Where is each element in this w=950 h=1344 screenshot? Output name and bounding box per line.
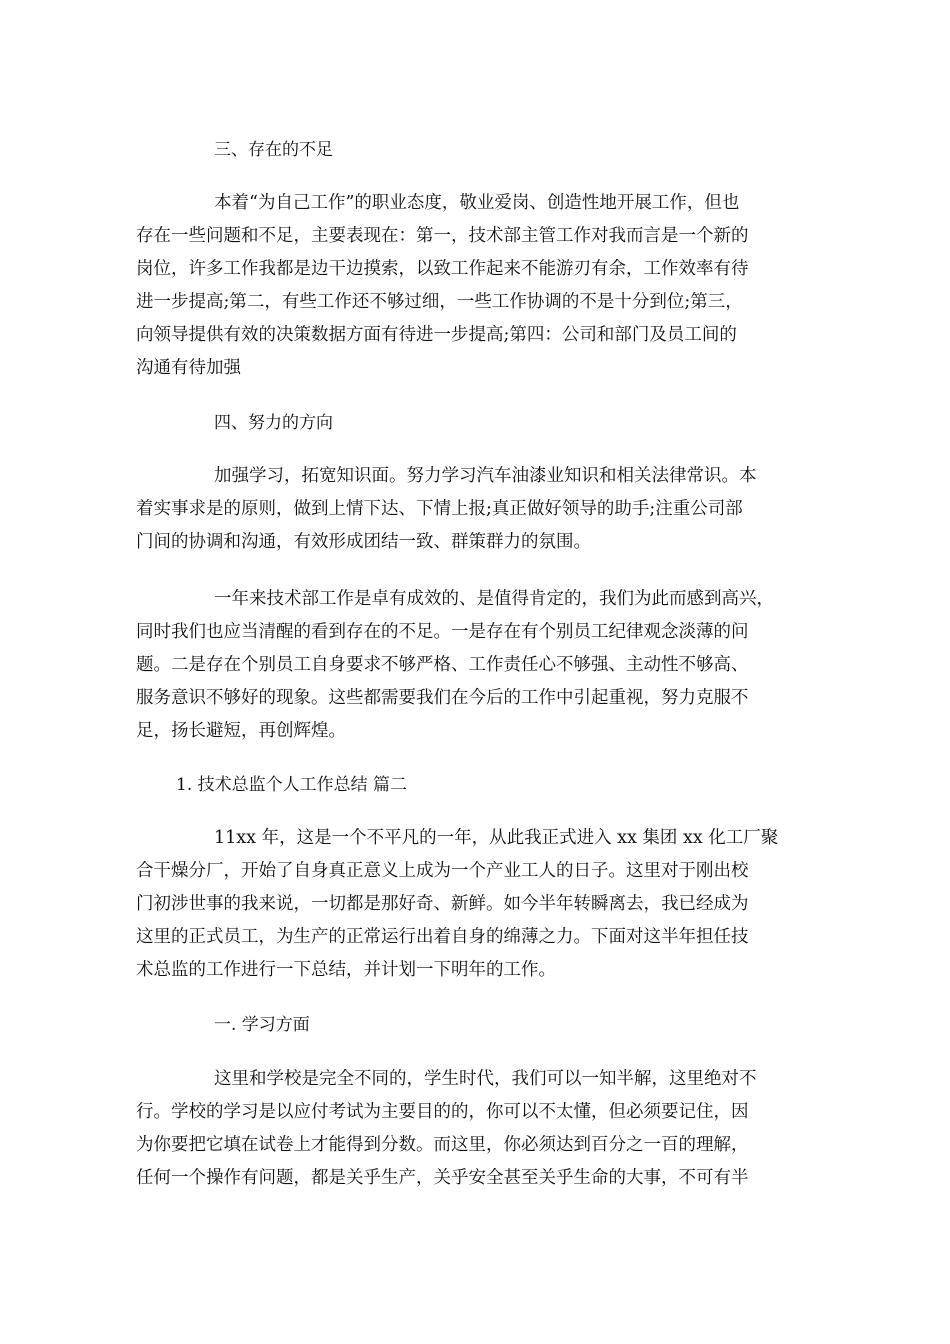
text-line: 进一步提高;第二，有些工作还不够过细，一些工作协调的不是十分到位;第三， — [136, 292, 743, 312]
text-line: 一年来技术部工作是卓有成效的、是值得肯定的，我们为此而感到高兴， — [214, 589, 774, 609]
text-line: 沟通有待加强 — [136, 358, 241, 378]
text-line: 存在一些问题和不足，主要表现在：第一，技术部主管工作对我而言是一个新的 — [136, 226, 749, 246]
text-line: 这里的正式员工，为生产的正常运行出着自身的绵薄之力。下面对这半年担任技 — [136, 927, 749, 947]
paragraph-learning — [136, 1063, 830, 1195]
heading-direction: 四、努力的方向 — [214, 413, 333, 433]
text-line: 门初涉世事的我来说，一切都是那好奇、新鲜。如今半年转瞬离去，我已经成为 — [136, 894, 749, 914]
paragraph-summary — [136, 583, 830, 748]
text-line: 行。学校的学习是以应付考试为主要目的的，你可以不太懂，但必须要记住，因 — [136, 1102, 749, 1122]
text-line: 同时我们也应当清醒的看到存在的不足。一是存在有个别员工纪律观念淡薄的问 — [136, 622, 749, 642]
text-line: 合干燥分厂，开始了自身真正意义上成为一个产业工人的日子。这里对于刚出校 — [136, 861, 749, 881]
text-line: 题。二是存在个别员工自身要求不够严格、工作责任心不够强、主动性不够高、 — [136, 655, 749, 675]
paragraph-direction — [136, 460, 830, 559]
text-line: 任何一个操作有问题，都是关乎生产，关乎安全甚至关乎生命的大事，不可有半 — [136, 1168, 749, 1188]
text-line: 向领导提供有效的决策数据方面有待进一步提高;第四：公司和部门及员工间的 — [136, 325, 737, 345]
text-line: 足，扬长避短，再创辉煌。 — [136, 721, 346, 741]
text-line: 术总监的工作进行一下总结，并计划一下明年的工作。 — [136, 960, 556, 980]
text-line: 为你要把它填在试卷上才能得到分数。而这里，你必须达到百分之一百的理解， — [136, 1135, 749, 1155]
paragraph-intro — [136, 822, 830, 987]
text-line: 加强学习，拓宽知识面。努力学习汽车油漆业知识和相关法律常识。本 — [214, 466, 757, 486]
heading-learning: 一. 学习方面 — [214, 1015, 310, 1035]
heading-shortcomings: 三、存在的不足 — [214, 140, 333, 160]
text-line: 这里和学校是完全不同的，学生时代，我们可以一知半解，这里绝对不 — [214, 1069, 757, 1089]
text-line: 11xx 年，这是一个不平凡的一年，从此我正式进入 xx 集团 xx 化工厂聚 — [214, 828, 779, 848]
text-line: 门间的协调和沟通，有效形成团结一致、群策群力的氛围。 — [136, 532, 591, 552]
text-line: 岗位，许多工作我都是边干边摸索，以致工作起来不能游刃有余，工作效率有待 — [136, 259, 749, 279]
text-line: 着实事求是的原则，做到上情下达、下情上报;真正做好领导的助手;注重公司部 — [136, 499, 743, 519]
text-line: 本着“为自己工作”的职业态度，敬业爱岗、创造性地开展工作，但也 — [214, 193, 740, 213]
paragraph-shortcomings — [136, 187, 830, 385]
section-title-part-two: 1. 技术总监个人工作总结 篇二 — [176, 775, 408, 795]
text-line: 服务意识不够好的现象。这些都需要我们在今后的工作中引起重视，努力克服不 — [136, 688, 749, 708]
